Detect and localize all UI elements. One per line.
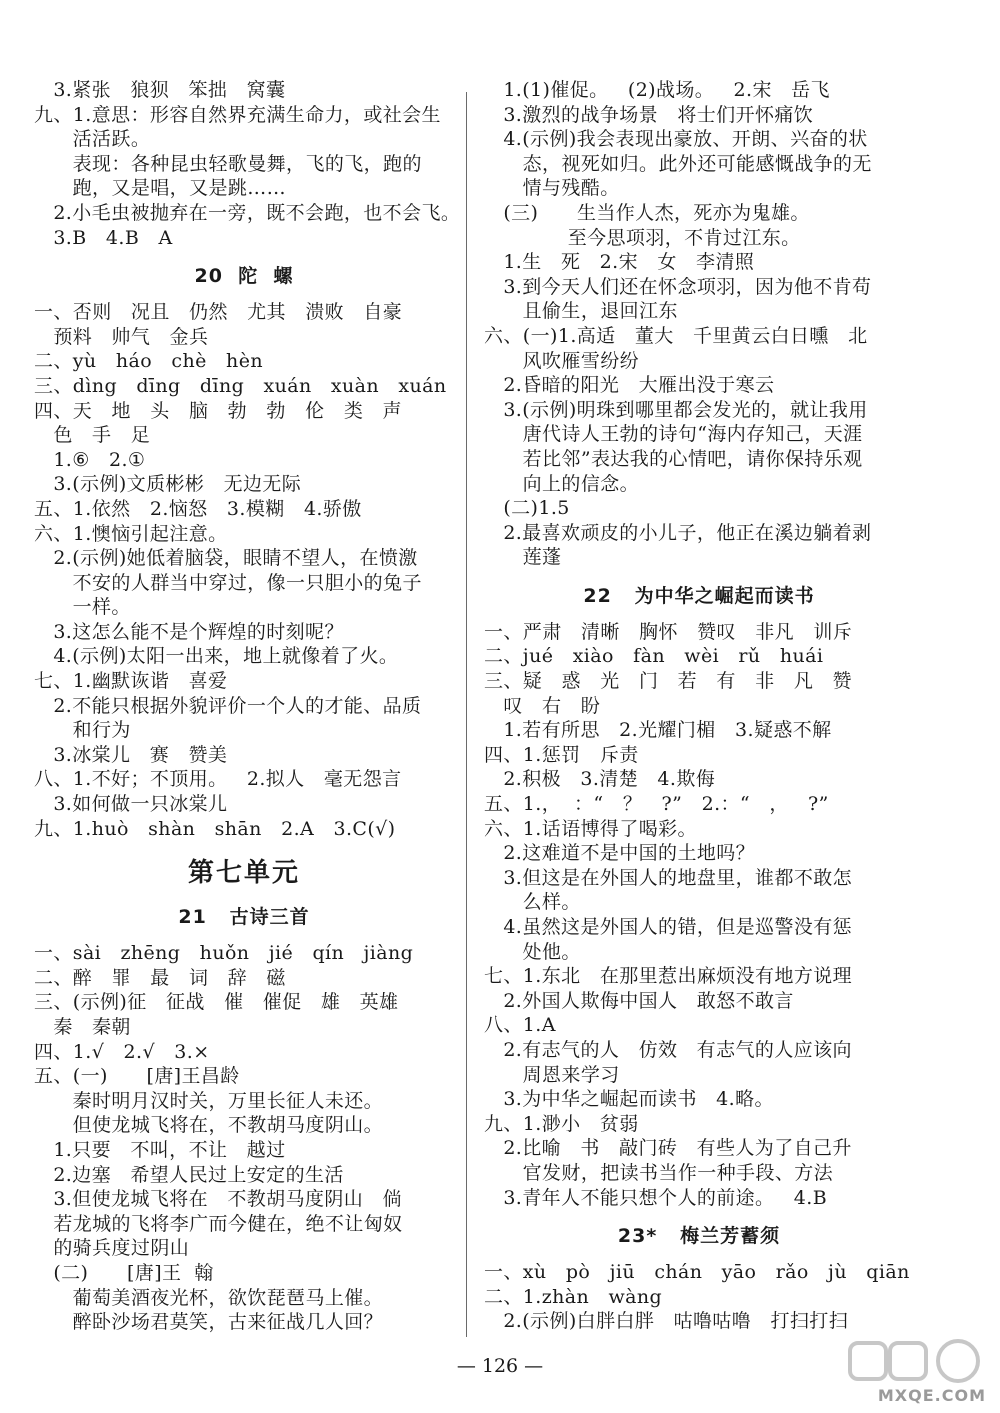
answer-line: 预料 帅气 金兵 bbox=[34, 325, 209, 348]
answer-line: 三、(示例)征 征战 催 催促 雄 英雄 bbox=[34, 991, 399, 1014]
answer-line: (二) [唐]王 翰 bbox=[34, 1261, 214, 1284]
answer-line: 4.(示例)我会表现出豪放、开朗、兴奋的状 bbox=[484, 128, 868, 151]
answer-line: 表现：各种昆虫轻歌曼舞，飞的飞，跑的 bbox=[34, 152, 422, 175]
answer-line: 1.生 死 2.宋 女 李清照 bbox=[484, 251, 755, 274]
answer-line: 四、1.√ 2.√ 3.× bbox=[34, 1040, 210, 1063]
answer-line: 2.(示例)白胖白胖 咕噜咕噜 打扫打扫 bbox=[484, 1310, 849, 1333]
answer-line: 3.这怎么能不是个辉煌的时刻呢？ bbox=[34, 620, 344, 643]
answer-line: 3.为中华之崛起而读书 4.略。 bbox=[484, 1088, 774, 1111]
watermark-text: MXQE.COM bbox=[877, 1386, 986, 1405]
answer-line: 葡萄美酒夜光杯，欲饮琵琶马上催。 bbox=[34, 1286, 384, 1309]
answer-line: 3.但这是在外国人的地盘里，谁都不敢怎 bbox=[484, 866, 853, 889]
column-divider bbox=[466, 92, 467, 1337]
answer-line: (三) 生当作人杰，死亦为鬼雄。 bbox=[484, 201, 810, 224]
answer-line: 二、1.zhàn wàng bbox=[484, 1285, 663, 1308]
answer-line: 若龙城的飞将李广而今健在，绝不让匈奴 bbox=[34, 1212, 403, 1235]
answer-line: 向上的信念。 bbox=[484, 472, 640, 495]
section-heading: 23* 梅兰芳蓄须 bbox=[617, 1225, 781, 1248]
answer-line: 二、yù háo chè hèn bbox=[34, 350, 263, 373]
answer-line: 2.不能只根据外貌评价一个人的才能、品质 bbox=[34, 694, 422, 717]
answer-line: 且偷生，退回江东 bbox=[484, 300, 678, 323]
answer-line: 3.B 4.B A bbox=[34, 226, 173, 249]
left-column bbox=[34, 78, 461, 1335]
answer-line: 1.只要 不叫，不让 越过 bbox=[34, 1138, 286, 1161]
answer-line: 官发财，把读书当作一种手段、方法 bbox=[484, 1161, 834, 1184]
answer-line: 但使龙城飞将在，不教胡马度阴山。 bbox=[34, 1114, 384, 1137]
answer-line: 至今思项羽，不肯过江东。 bbox=[484, 226, 801, 249]
answer-line: 3.冰棠儿 赛 赞美 bbox=[34, 743, 228, 766]
answer-line: 1.(1)催促。 (2)战场。 2.宋 岳飞 bbox=[484, 79, 830, 101]
answer-line: 二、醉 罪 最 词 辞 磁 bbox=[34, 966, 286, 989]
answer-line: 3.到今天人们还在怀念项羽，因为他不肯苟 bbox=[484, 275, 872, 298]
answer-line: 态，视死如归。此外还可能感慨战争的无 bbox=[484, 152, 872, 175]
answer-line: 3.(示例)明珠到哪里都会发光的，就让我用 bbox=[484, 398, 868, 421]
answer-line: 4.虽然这是外国人的错，但是巡警没有惩 bbox=[484, 916, 853, 938]
answer-line: 2.这难道不是中国的土地吗？ bbox=[484, 842, 756, 865]
answer-line: 3.紧张 狼狈 笨拙 窝囊 bbox=[34, 79, 286, 101]
answer-line: 3.如何做一只冰棠儿 bbox=[34, 793, 228, 816]
section-heading: 22 为中华之崛起而读书 bbox=[583, 584, 815, 607]
answer-line: 八、1.A bbox=[484, 1014, 556, 1037]
answer-line: 六、(一)1.高适 董大 千里黄云白日曛 北 bbox=[484, 324, 868, 347]
answer-line: 2.小毛虫被抛弃在一旁，既不会跑，也不会飞。 bbox=[34, 201, 461, 224]
answer-line: 2.比喻 书 敲门砖 有些人为了自己升 bbox=[484, 1137, 852, 1160]
answer-line: 一样。 bbox=[34, 596, 131, 619]
answer-line: 三、疑 惑 光 门 若 有 非 凡 赞 bbox=[484, 670, 852, 693]
answer-line: 2.有志气的人 仿效 有志气的人应该向 bbox=[484, 1038, 852, 1061]
answer-line: 情与残酷。 bbox=[484, 177, 620, 200]
unit-title: 第七单元 bbox=[187, 858, 300, 889]
answer-line: 么样。 bbox=[484, 891, 581, 914]
answer-line: 活活跃。 bbox=[34, 128, 151, 151]
answer-line: 一、sài zhēng huǒn jié qín jiàng bbox=[34, 942, 414, 965]
answer-line: 处他。 bbox=[484, 940, 581, 963]
right-column bbox=[484, 78, 914, 1334]
answer-line: 3.青年人不能只想个人的前途。 4.B bbox=[484, 1186, 828, 1209]
answer-line: 五、1.依然 2.恼怒 3.模糊 4.骄傲 bbox=[34, 497, 362, 520]
answer-line: 和行为 bbox=[34, 719, 131, 742]
section-heading: 20 陀 螺 bbox=[194, 265, 294, 288]
answer-line: 2.(示例)她低着脑袋，眼睛不望人，在愤激 bbox=[34, 547, 418, 570]
answer-line: 3.激烈的战争场景 将士们开怀痛饮 bbox=[484, 103, 814, 126]
answer-line: 色 手 足 bbox=[34, 424, 151, 447]
answer-line: 五、(一) [唐]王昌龄 bbox=[34, 1065, 240, 1088]
answer-line: 秦 秦朝 bbox=[34, 1016, 131, 1038]
answer-line: (二)1.5 bbox=[484, 497, 570, 520]
answer-line: 八、1.不好；不顶用。 2.拟人 毫无怨言 bbox=[34, 768, 402, 791]
answer-line: 1.⑥ 2.① bbox=[34, 448, 146, 471]
answer-line: 一、xù pò jiū chán yāo rǎo jù qiān bbox=[484, 1261, 910, 1284]
answer-line: 九、1.渺小 贫弱 bbox=[484, 1112, 639, 1135]
answer-line: 四、1.惩罚 斥责 bbox=[484, 743, 639, 766]
answer-line: 九、1.意思：形容自然界充满生命力，或社会生 bbox=[34, 103, 441, 126]
answer-line: 七、1.幽默诙谐 喜爱 bbox=[34, 670, 228, 693]
answer-line: 跑，又是唱，又是跳…… bbox=[34, 177, 287, 200]
answer-line: 二、jué xiào fàn wèi rǔ huái bbox=[484, 645, 824, 668]
answer-line: 不安的人群当中穿过，像一只胆小的兔子 bbox=[34, 571, 422, 594]
answer-line: 3.(示例)文质彬彬 无边无际 bbox=[34, 473, 302, 496]
answer-line: 三、dìng dīng dīng xuán xuàn xuán bbox=[34, 374, 447, 397]
answer-line: 秦时明月汉时关，万里长征人未还。 bbox=[34, 1089, 384, 1112]
page-number: — 126 — bbox=[456, 1355, 544, 1377]
answer-line: 2.最喜欢顽皮的小儿子，他正在溪边躺着剥 bbox=[484, 521, 872, 544]
answer-line: 1.若有所思 2.光耀门楣 3.疑惑不解 bbox=[484, 719, 832, 742]
answer-line: 六、1.话语博得了喝彩。 bbox=[484, 817, 697, 840]
section-heading: 21 古诗三首 bbox=[178, 906, 310, 929]
answer-line: 唐代诗人王勃的诗句“海内存知己，天涯 bbox=[484, 423, 863, 446]
answer-line: 醉卧沙场君莫笑，古来征战几人回？ bbox=[34, 1311, 384, 1334]
answer-line: 叹 右 盼 bbox=[484, 694, 601, 717]
answer-line: 2.昏暗的阳光 大雁出没于寒云 bbox=[484, 374, 775, 397]
answer-line: 3.但使龙城飞将在 不教胡马度阴山 倘 bbox=[34, 1188, 402, 1211]
answer-line: 莲蓬 bbox=[484, 546, 562, 569]
answer-line: 若比邻”表达我的心情吧，请你保持乐观 bbox=[484, 447, 863, 470]
answer-line: 4.(示例)太阳一出来，地上就像着了火。 bbox=[34, 645, 399, 668]
answer-line: 周恩来学习 bbox=[484, 1063, 620, 1086]
answer-line: 六、1.懊恼引起注意。 bbox=[34, 522, 228, 545]
answer-line: 2.边塞 希望人民过上安定的生活 bbox=[34, 1163, 344, 1186]
answer-line: 五、1.， ：“ ？ ?” 2.：“ ， ?” bbox=[484, 793, 829, 816]
answer-line: 七、1.东北 在那里惹出麻烦没有地方说理 bbox=[484, 965, 853, 988]
answer-line: 2.积极 3.清楚 4.欺侮 bbox=[484, 768, 716, 791]
answer-line: 九、1.huò shàn shān 2.A 3.C(√) bbox=[34, 817, 396, 840]
answer-line: 四、天 地 头 脑 勃 勃 伦 类 声 bbox=[34, 399, 402, 422]
answer-line: 一、否则 况且 仍然 尤其 溃败 自豪 bbox=[34, 301, 403, 324]
answer-line: 的骑兵度过阴山 bbox=[34, 1237, 190, 1260]
answer-line: 风吹雁雪纷纷 bbox=[484, 349, 640, 372]
answer-line: 2.外国人欺侮中国人 敢怒不敢言 bbox=[484, 989, 794, 1012]
answer-line: 一、严肃 清晰 胸怀 赞叹 非凡 训斥 bbox=[484, 620, 853, 643]
